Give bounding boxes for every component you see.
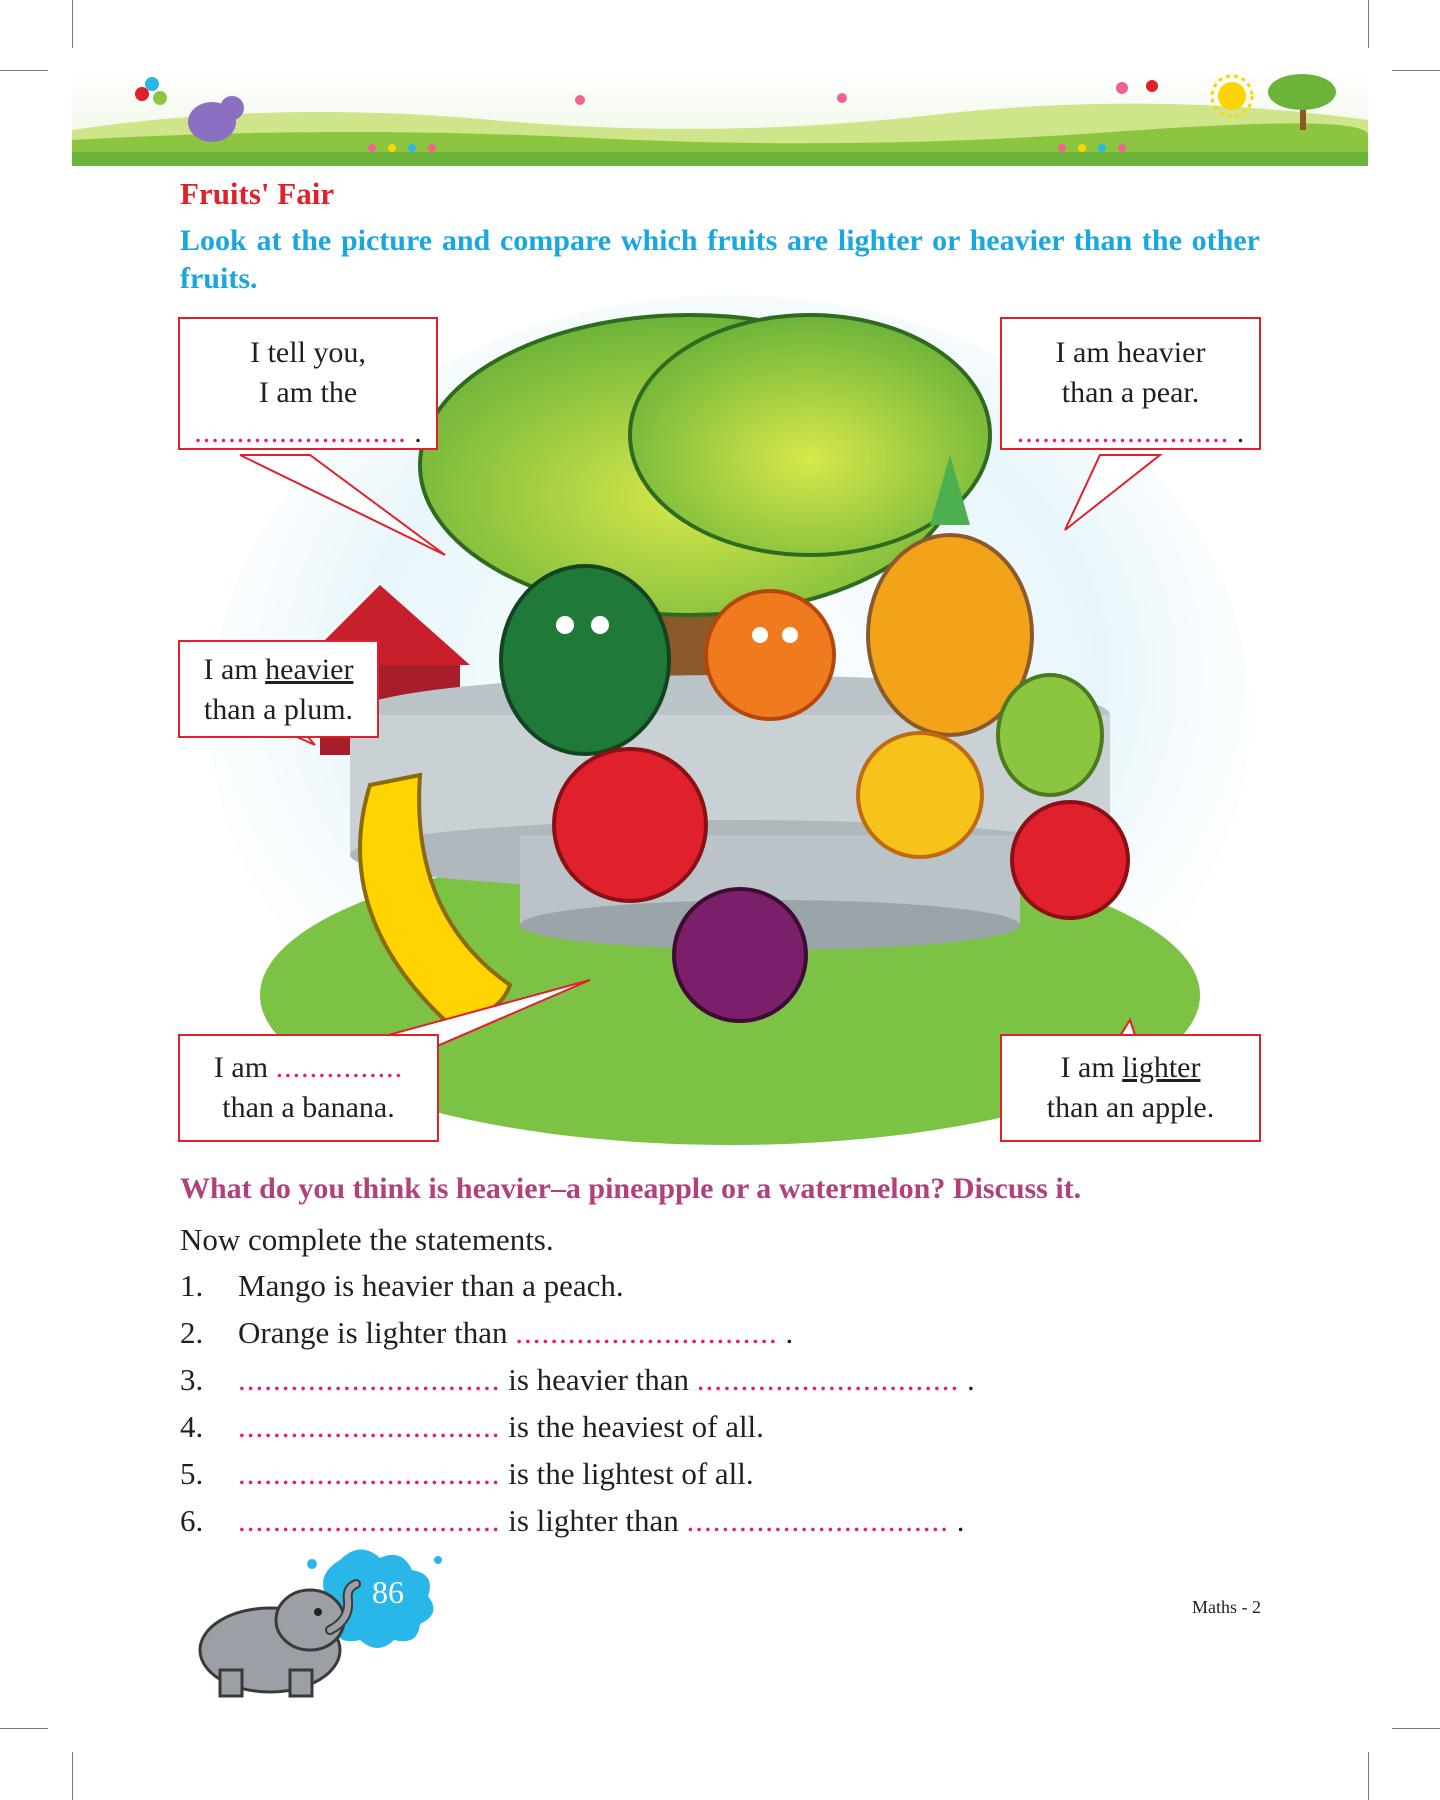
page-number-badge <box>180 1540 460 1700</box>
statement-2: 2. Orange is lighter than .............................. . <box>180 1315 794 1350</box>
crop-mark <box>1392 1728 1440 1729</box>
instruction-text: Look at the picture and compare which fruits are lighter or heavier than the other fruits. <box>180 224 1260 295</box>
page-title: Fruits' Fair <box>180 176 335 211</box>
speech-bubble-mid-left: I am heavier than a plum. <box>178 640 379 738</box>
crop-mark <box>0 1728 48 1729</box>
plum-character <box>674 889 806 1021</box>
header-banner <box>72 70 1368 166</box>
pear-character <box>998 675 1102 795</box>
complete-prompt: Now complete the statements. <box>180 1222 554 1257</box>
crop-mark <box>1368 0 1369 48</box>
answer-blank[interactable]: .............................. <box>515 1315 778 1350</box>
statement-1: 1. Mango is heavier than a peach. <box>180 1268 624 1303</box>
answer-blank[interactable]: ......................... <box>1016 416 1230 449</box>
statement-6: 6. .............................. is lighter than .............................. . <box>180 1503 965 1538</box>
answer-blank[interactable]: .............................. <box>238 1456 501 1491</box>
answer-blank[interactable]: .............................. <box>238 1503 501 1538</box>
watermelon-character <box>501 566 669 754</box>
speech-bubble-top-left: I tell you, I am the ......................... . <box>178 317 438 450</box>
statement-4: 4. .............................. is the heaviest of all. <box>180 1409 764 1444</box>
answer-blank[interactable]: ......................... <box>194 416 407 449</box>
speech-bubble-bottom-right: I am lighter than an apple. <box>1000 1034 1261 1142</box>
speech-bubble-top-right: I am heavier than a pear. ......................... . <box>1000 317 1261 450</box>
answer-blank[interactable]: .............................. <box>686 1503 949 1538</box>
apple-character-large <box>554 749 706 901</box>
statement-5: 5. .............................. is the lightest of all. <box>180 1456 754 1491</box>
answer-blank[interactable]: .............................. <box>696 1362 960 1397</box>
orange-character <box>706 591 834 719</box>
elephant-icon <box>200 1584 356 1696</box>
crop-mark <box>72 1752 73 1800</box>
page-number: 86 <box>372 1574 404 1610</box>
answer-blank[interactable]: .............................. <box>238 1409 501 1444</box>
speech-bubble-bottom-left: I am ............... than a banana. <box>178 1034 439 1142</box>
book-label: Maths - 2 <box>1192 1597 1261 1617</box>
mango-character <box>858 733 982 857</box>
answer-blank[interactable]: ............... <box>275 1051 404 1084</box>
statement-3: 3. .............................. is heavier than .............................. . <box>180 1362 975 1397</box>
crop-mark <box>1392 70 1440 71</box>
crop-mark <box>1368 1752 1369 1800</box>
answer-blank[interactable]: .............................. <box>238 1362 501 1397</box>
discussion-question: What do you think is heavier–a pineapple or a watermelon? Discuss it. <box>180 1172 1082 1205</box>
crop-mark <box>72 0 73 48</box>
crop-mark <box>0 70 48 71</box>
apple-character-small <box>1012 802 1128 918</box>
